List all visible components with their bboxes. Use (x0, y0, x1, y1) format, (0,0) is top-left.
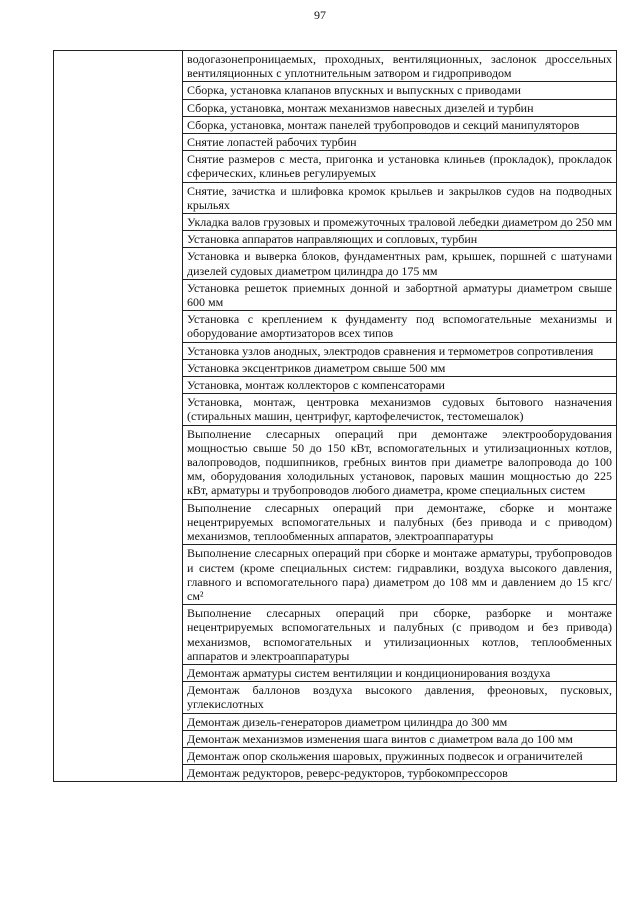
list-item: Снятие размеров с места, пригонка и установка клиньев (прокладок), прокладок сферических, клиньев регулируемых (183, 151, 616, 182)
list-item: Снятие, зачистка и шлифовка кромок крыльев и закрылков судов на подводных крыльях (183, 183, 616, 214)
list-item: Установка аппаратов направляющих и сопловых, турбин (183, 231, 616, 248)
list-item: водогазонепроницаемых, проходных, вентиляционных, заслонок дроссельных вентиляционных с уплотнительным затвором и гидроприводом (183, 51, 616, 82)
list-item: Сборка, установка клапанов впускных и выпускных с приводами (183, 82, 616, 99)
list-item: Демонтаж механизмов изменения шага винтов с диаметром вала до 100 мм (183, 731, 616, 748)
list-item: Сборка, установка, монтаж панелей трубопроводов и секций манипуляторов (183, 117, 616, 134)
list-item: Демонтаж баллонов воздуха высокого давления, фреоновых, пусковых, углекислотных (183, 682, 616, 713)
list-item: Выполнение слесарных операций при демонтаже, сборке и монтаже нецентрируемых вспомогательных и палубных (без привода и с приводом) механизмов, теплообменных аппаратов, электроаппаратуры (183, 500, 616, 546)
list-item: Снятие лопастей рабочих турбин (183, 134, 616, 151)
list-item: Выполнение слесарных операций при сборке и монтаже арматуры, трубопроводов и систем (кроме специальных систем: гидравлики, воздуха высокого давления, главного и вспомогательного пара) диаметром до 108 мм и давлением до 15 кгс/см² (183, 545, 616, 605)
list-item: Установка с креплением к фундаменту под вспомогательные механизмы и оборудование амортизаторов всех типов (183, 311, 616, 342)
list-item: Установка узлов анодных, электродов сравнения и термометров сопротивления (183, 343, 616, 360)
list-item: Выполнение слесарных операций при демонтаже электрооборудования мощностью свыше 50 до 150 кВт, вспомогательных и утилизационных котлов, валопроводов, подшипников, гребных винтов при диаметре валопровода до 100 мм, оборудования холодильных установок, паровых машин мощностью до 225 кВт, арматуры и трубопроводов любого диаметра, кроме специальных систем (183, 426, 616, 500)
table-row (54, 51, 617, 782)
list-item: Демонтаж дизель-генераторов диаметром цилиндра до 300 мм (183, 714, 616, 731)
list-item: Сборка, установка, монтаж механизмов навесных дизелей и турбин (183, 100, 616, 117)
work-entries-column (183, 51, 617, 782)
list-item: Установка, монтаж, центровка механизмов судовых бытового назначения (стиральных машин, центрифуг, картофелечисток, тестомешалок) (183, 394, 616, 425)
empty-left-column (54, 51, 183, 782)
list-item: Установка эксцентриков диаметром свыше 500 мм (183, 360, 616, 377)
list-item: Демонтаж арматуры систем вентиляции и кондиционирования воздуха (183, 665, 616, 682)
list-item: Демонтаж опор скольжения шаровых, пружинных подвесок и ограничителей (183, 748, 616, 765)
list-item: Укладка валов грузовых и промежуточных траловой лебедки диаметром до 250 мм (183, 214, 616, 231)
page-number: 97 (314, 8, 326, 22)
list-item: Демонтаж редукторов, реверс-редукторов, турбокомпрессоров (187, 766, 508, 781)
list-item: Установка, монтаж коллекторов с компенсаторами (183, 377, 616, 394)
list-item: Установка решеток приемных донной и забортной арматуры диаметром свыше 600 мм (183, 280, 616, 311)
list-item: Выполнение слесарных операций при сборке, разборке и монтаже нецентрируемых вспомогательных и палубных (с приводом и без привода) механизмов, вспомогательных и утилизационных котлов, теплообменных аппаратов и электроаппаратуры (183, 605, 616, 665)
work-list-table (53, 50, 617, 782)
list-item: Установка и выверка блоков, фундаментных рам, крышек, поршней с шатунами дизелей судовых диаметром цилиндра до 175 мм (183, 248, 616, 279)
